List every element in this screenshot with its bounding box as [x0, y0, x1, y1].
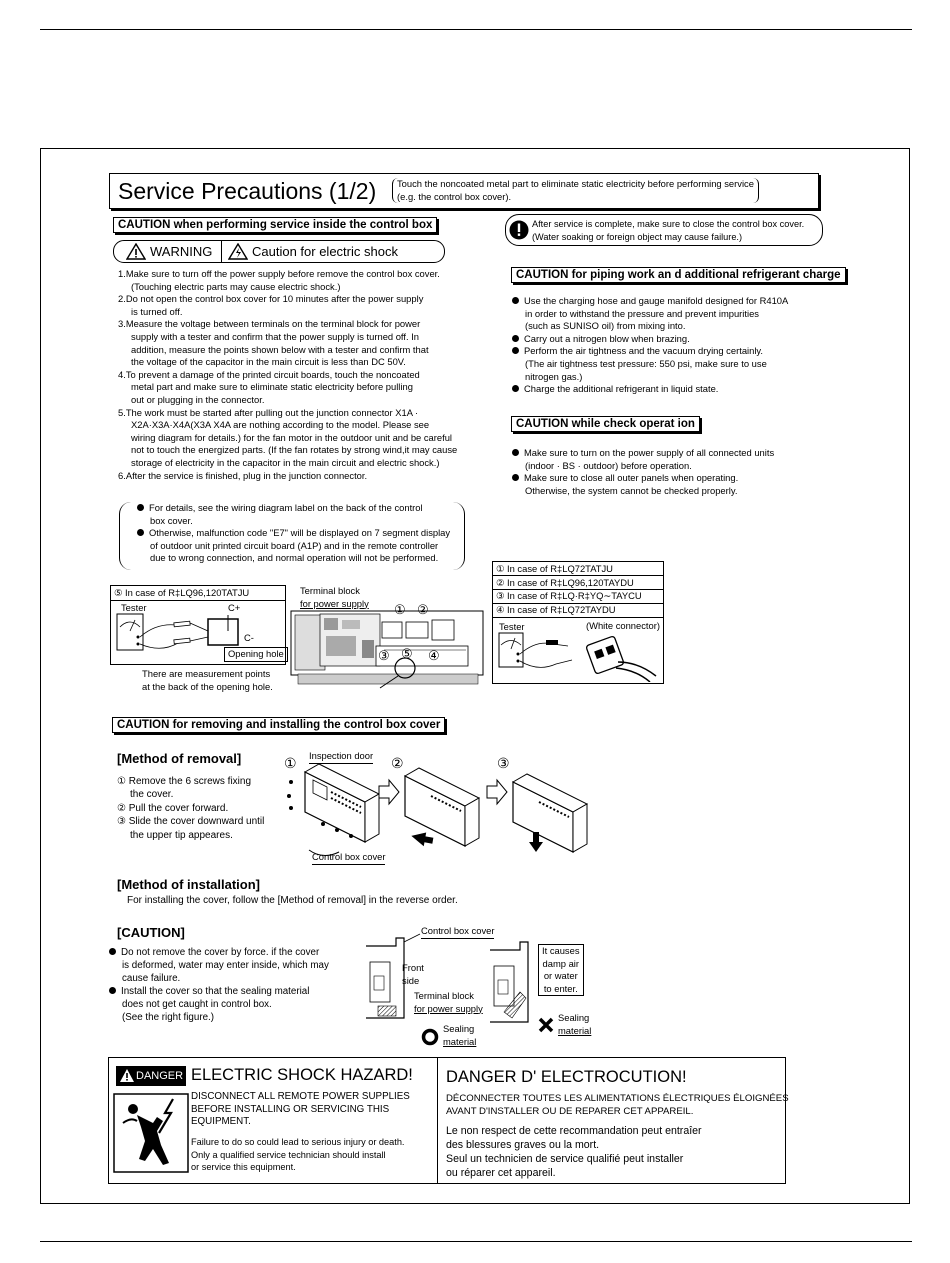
case5-label: ⑤ In case of R‡LQ96,120TATJU: [114, 587, 250, 598]
danger-panel-divider: [437, 1057, 438, 1184]
en-body-line: Failure to do so could lead to serious injury or death.: [191, 1137, 405, 1147]
terminal-block-line: Terminal block: [300, 585, 360, 596]
cover-caution-text: Install the cover so that the sealing material: [121, 986, 310, 997]
exclamation-icon: [509, 220, 529, 240]
removal-step: the cover.: [130, 789, 174, 801]
after-service-line: After service is complete, make sure to close the control box cover.: [532, 219, 805, 229]
removal-title: [Method of removal]: [117, 751, 242, 766]
cover-caution-line: is deformed, water may enter inside, which may: [122, 960, 329, 971]
en-caps-line: BEFORE INSTALLING OR SERVICING THIS: [191, 1103, 390, 1115]
electric-shock-icon: [228, 243, 248, 260]
fig-sealing-ok-label: [443, 1023, 476, 1048]
bullet-icon: [512, 449, 519, 456]
removal-step: ① Remove the 6 screws fixing: [117, 776, 252, 787]
step1-marker: ①: [284, 755, 297, 771]
installation-text: For installing the cover, follow the [Method of removal] in the reverse order.: [127, 895, 458, 906]
instruction-line: X2A·X3A·X4A(X3A X4A are nothing according to the model. Please see: [131, 419, 430, 431]
bullet-icon: [109, 948, 116, 955]
back-note-line: There are measurement points: [142, 668, 271, 679]
point-3-label: ③: [378, 648, 390, 663]
front-side-line: Front: [402, 962, 424, 973]
bullet-icon: [137, 504, 144, 511]
sub-list-bracket-right: [452, 502, 465, 570]
caution-piping-heading: CAUTION for piping work an d additional refrigerant charge: [511, 267, 846, 283]
fig-sealing-ng-label: [558, 1012, 591, 1037]
cases-row-rule: [492, 603, 664, 604]
cover-caution-title: [CAUTION]: [117, 925, 185, 940]
installation-title: [Method of installation]: [117, 877, 260, 892]
en-caps-line: EQUIPMENT.: [191, 1116, 251, 1128]
causes-line: damp air: [542, 957, 579, 969]
white-connector-drawing: [498, 632, 658, 682]
instruction-line: wiring diagram for details.) for the fan motor in the outdoor unit and be careful: [131, 431, 453, 443]
fig-terminal-line: for power supply: [414, 1002, 483, 1014]
removal-step: ② Pull the cover forward.: [117, 802, 229, 814]
case-item: ② In case of R‡LQ96,120TAYDU: [496, 576, 634, 588]
piping-item: [512, 383, 788, 396]
instruction-line: out or plugging in the connector.: [131, 393, 265, 405]
sub-list: [137, 502, 450, 565]
title-note-line: Touch the noncoated metal part to eliminate static electricity before performing service: [397, 178, 754, 189]
title-note: [392, 178, 759, 203]
bullet-icon: [512, 385, 519, 392]
cover-caution-line: does not get caught in control box.: [122, 999, 272, 1010]
instruction-line: (Touching electric parts may cause electric shock.): [131, 280, 341, 292]
after-service-text: [532, 218, 804, 243]
en-body: [191, 1136, 404, 1174]
check-item: [512, 447, 774, 460]
piping-item-line: nitrogen gas.): [525, 370, 583, 382]
white-connector-label: (White connector): [586, 620, 660, 631]
cases-row-rule: [492, 617, 664, 618]
check-item-line: (indoor · BS · outdoor) before operation.: [525, 459, 692, 471]
instruction-line: 6.After the service is finished, plug in the junction connector.: [118, 469, 368, 481]
cover-caution-text: Do not remove the cover by force. if the cover: [121, 947, 320, 958]
point-1-label: ①: [394, 602, 406, 617]
cover-caution-line: (See the right figure.): [122, 1012, 215, 1023]
fr-caps: [446, 1093, 789, 1118]
removal-steps: [117, 775, 264, 842]
sealing-ok-line: Sealing: [443, 1023, 475, 1034]
cases-row-rule: [492, 589, 664, 590]
ng-cross-icon: [537, 1016, 555, 1034]
caution-check-list: [512, 447, 774, 497]
page-title: Service Precautions (1/2): [118, 178, 377, 204]
danger-triangle-icon: [119, 1068, 135, 1083]
tester-meter-icon: [116, 613, 276, 658]
fr-title: DANGER D' ELECTROCUTION!: [446, 1068, 687, 1086]
fr-body-line: Le non respect de cette recommandation peut entraîer: [446, 1125, 702, 1137]
causes-line: or water: [543, 970, 578, 982]
piping-item-text: Carry out a nitrogen blow when brazing.: [524, 332, 690, 344]
fig-front-side-label: [402, 962, 424, 987]
c-minus-label: C-: [244, 632, 254, 643]
control-box-cover-label: Control box cover: [312, 851, 385, 865]
instruction-line: 2.Do not open the control box cover for 10 minutes after the power supply: [118, 293, 424, 305]
fr-body-line: des blessures graves ou la mort.: [446, 1139, 600, 1151]
instruction-line: not to touch the energized parts. (If the fan rotates by strong wind,it may cause: [131, 444, 458, 456]
instruction-line: metal part and make sure to eliminate static electricity before pulling: [131, 381, 413, 393]
front-side-line: side: [402, 974, 420, 986]
back-note: [142, 668, 273, 693]
piping-item-text: Use the charging hose and gauge manifold designed for R410A: [524, 295, 789, 306]
en-caps: [191, 1091, 410, 1129]
case-item: ③ In case of R‡LQ·R‡YQ∼TAYCU: [496, 590, 642, 602]
sub-list-text: For details, see the wiring diagram label on the back of the control: [149, 502, 423, 513]
sub-list-line: [137, 527, 450, 540]
sub-list-line: of outdoor unit printed circuit board (A1P) and in the remote controller: [150, 539, 439, 551]
en-caps-line: DISCONNECT ALL REMOTE POWER SUPPLIES: [191, 1091, 410, 1102]
check-item-text: Make sure to close all outer panels when operating.: [524, 472, 739, 484]
en-title: ELECTRIC SHOCK HAZARD!: [191, 1066, 413, 1084]
cover-caution-item: [109, 946, 329, 959]
check-item: [512, 472, 774, 485]
top-rule: [40, 29, 912, 30]
check-item-text: Make sure to turn on the power supply of all connected units: [524, 447, 775, 458]
warning-divider: [221, 241, 222, 262]
danger-badge-label: DANGER: [136, 1070, 184, 1082]
causes-line: to enter.: [543, 982, 578, 994]
fr-caps-line: AVANT D'INSTALLER OU DE REPARER CET APPAREIL.: [446, 1105, 694, 1117]
instruction-line: addition, measure the points shown below with a tester and confirm that: [131, 343, 429, 355]
bullet-icon: [512, 474, 519, 481]
caution-inside-list: [118, 268, 457, 482]
bottom-rule: [40, 1241, 912, 1242]
bullet-icon: [137, 529, 144, 536]
fig-control-box-cover-label: Control box cover: [421, 925, 494, 939]
cover-caution-list: [109, 946, 329, 1024]
terminal-block-line: for power supply: [300, 597, 369, 609]
piping-item: [512, 295, 788, 308]
case5-divider: [110, 600, 286, 601]
causes-line: It causes: [542, 945, 580, 956]
sealing-ng-line: material: [558, 1024, 592, 1036]
sealing-ng-line: Sealing: [558, 1012, 590, 1023]
point-5-label: ⑤: [401, 646, 413, 661]
opening-hole-label: Opening hole: [224, 647, 288, 662]
cover-caution-item: [109, 985, 329, 998]
point-4-label: ④: [428, 648, 440, 663]
piping-item-line: in order to withstand the pressure and prevent impurities: [525, 307, 759, 319]
step3-marker: ③: [497, 755, 510, 771]
inspection-door-label: Inspection door: [309, 750, 373, 764]
warning-triangle-icon: [126, 243, 146, 260]
electric-shock-label: Caution for electric shock: [252, 244, 398, 259]
fr-body-line: ou réparer cet appareil.: [446, 1167, 556, 1179]
sub-list-bracket-left: [119, 502, 132, 570]
en-body-line: or service this equipment.: [191, 1162, 296, 1173]
piping-item-line: (The air tightness test pressure: 550 psi, make sure to use: [525, 357, 767, 369]
piping-item: [512, 345, 788, 358]
en-body-line: Only a qualified service technician should install: [191, 1149, 386, 1160]
instruction-line: 5.The work must be started after pulling out the junction connector X1A ·: [118, 406, 419, 418]
sub-list-line: due to wrong connection, and normal operation will not be performed.: [150, 552, 439, 564]
sub-list-line: [137, 502, 450, 515]
bullet-icon: [109, 987, 116, 994]
fig-terminal-line: Terminal block: [414, 990, 474, 1001]
sealing-ok-line: material: [443, 1035, 477, 1047]
removal-steps-drawing: [283, 762, 603, 862]
sub-list-text: Otherwise, malfunction code "E7" will be displayed on 7 segment display: [149, 527, 451, 539]
danger-badge: [116, 1066, 186, 1086]
fig-causes-label: [538, 944, 584, 996]
title-note-line: (e.g. the control box cover).: [397, 190, 512, 202]
back-note-line: at the back of the opening hole.: [142, 680, 273, 692]
instruction-line: 1.Make sure to turn off the power supply before remove the control box cover.: [118, 268, 440, 279]
instruction-line: the voltage of the capacitor in the main circuit is less than DC 50V.: [131, 356, 406, 368]
instruction-line: storage of electricity in the capacitor in the main circuit and electric shock.): [131, 456, 440, 468]
caution-inside-heading: CAUTION when performing service inside the control box: [113, 217, 437, 233]
electrocution-pictogram-icon: [113, 1093, 189, 1173]
point-2-label: ②: [417, 602, 429, 617]
piping-item-text: Charge the additional refrigerant in liquid state.: [524, 383, 719, 395]
step2-marker: ②: [391, 755, 404, 771]
tester-label: Tester: [121, 602, 147, 613]
cover-heading: CAUTION for removing and installing the control box cover: [112, 717, 445, 733]
c-plus-label: C+: [228, 602, 241, 613]
bullet-icon: [512, 335, 519, 342]
tester2-label: Tester: [499, 621, 525, 632]
piping-item-text: Perform the air tightness and the vacuum drying certainly.: [524, 345, 764, 357]
fig-terminal-block-label: [414, 990, 483, 1015]
sub-list-line: box cover.: [150, 514, 193, 526]
piping-item-line: (such as SUNISO oil) from mixing into.: [525, 320, 686, 332]
fr-body-line: Seul un technicien de service qualifié peut installer: [446, 1153, 684, 1165]
case-item: ① In case of R‡LQ72TATJU: [496, 563, 613, 574]
ok-circle-icon: [421, 1028, 439, 1046]
after-service-line: (Water soaking or foreign object may cause failure.): [532, 231, 743, 242]
cases-row-rule: [492, 575, 664, 576]
instruction-line: is turned off.: [131, 305, 183, 317]
caution-check-heading: CAUTION while check operat ion: [511, 416, 700, 432]
removal-step: the upper tip appeares.: [130, 829, 233, 841]
warning-label: WARNING: [150, 244, 213, 259]
caution-piping-list: [512, 295, 788, 396]
check-item-line: Otherwise, the system cannot be checked properly.: [525, 484, 738, 496]
fr-caps-line: DÉCONNECTER TOUTES LES ALIMENTATIONS ÉLECTRIQUES ÉLOIGNÉES: [446, 1093, 789, 1104]
terminal-block-label: [300, 585, 369, 610]
instruction-line: supply with a tester and confirm that the power supply is turned off. In: [131, 330, 420, 342]
bullet-icon: [512, 347, 519, 354]
piping-item: [512, 333, 788, 346]
instruction-line: 4.To prevent a damage of the printed circuit boards, touch the noncoated: [118, 368, 420, 380]
cover-caution-line: cause failure.: [122, 973, 181, 984]
bullet-icon: [512, 297, 519, 304]
case-item: ④ In case of R‡LQ72TAYDU: [496, 604, 616, 616]
removal-step: ③ Slide the cover downward until: [117, 816, 265, 828]
warning-bar: [113, 240, 445, 263]
fr-body: [446, 1124, 702, 1180]
after-service-notice: [505, 214, 823, 246]
instruction-line: 3.Measure the voltage between terminals on the terminal block for power: [118, 318, 421, 330]
